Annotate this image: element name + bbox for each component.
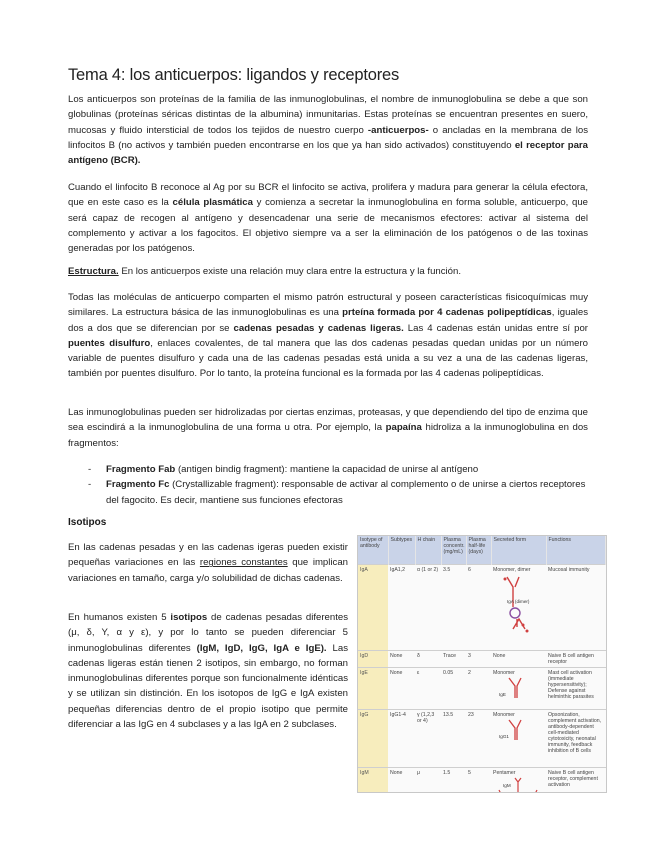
bold-run: el receptor para antígeno (BCR). — [68, 139, 588, 167]
table-cell: α (1 or 2) — [415, 565, 441, 651]
table-cell: 13.5 — [441, 710, 466, 768]
text-run: que implican variaciones en tamaño, carga y/o solubilidad de dichas cadenas. — [68, 557, 349, 584]
text-run: (antigen bindig fragment): mantiene la capacidad de unirse al antígeno — [175, 464, 479, 475]
text-run: Las cadenas ligeras están tienen 2 isotipos, sin embargo, no forman inmunoglobulinas diferentes porque son funcionalmente idénticas y se utilizan sin distinción. En los isotopos de IgG e IgA existen pequeñas diferencias dentro de el propio isotipo que permite diferenciar a las IgG en 4 subclases y a las IgA en 2 subclases. — [68, 642, 348, 731]
text-run: , enlaces covalentes, de tal manera que las dos cadenas pesadas quedan unidas por un número variable de puentes disulfuro y cada una de las cadenas pesadas está unida a su vez a una de las cadenas ligeras, también por puentes disulfuro. Por lo tanto, la proteína funcional es la formada por las 4 cadenas polipeptídicas. — [68, 337, 589, 380]
column-header: H chain — [415, 536, 441, 565]
iga-dimer-icon — [493, 573, 543, 635]
figure-label: IgE — [499, 692, 506, 697]
list-item — [88, 462, 588, 477]
text-run: Cuando el linfocito B reconoce al Ag por su BCR el linfocito se activa, prolifera y madura para generar la célula efectora, que en este caso es la — [68, 182, 588, 209]
table-cell: None — [388, 668, 415, 710]
bold-run: papaína — [385, 422, 422, 434]
table-cell: None — [388, 651, 415, 668]
text-run: de cadenas pesadas diferentes (μ, δ, Υ, α y ε), y por lo tanto se pueden diferenciar 5 inmunoglobulinas diferentes — [68, 612, 348, 654]
hydrolysis-paragraph — [68, 405, 588, 451]
table-cell: Opsonization, complement activation, antibody-dependent cell-mediated cytotoxicity, neonatal immunity, feedback inhibition of B cells — [546, 710, 606, 768]
bullet-dash: - — [88, 479, 92, 491]
table-cell: IgG — [358, 710, 388, 768]
structure-label: Estructura. — [68, 266, 119, 277]
table-cell: None — [388, 768, 415, 794]
table-cell: δ — [415, 651, 441, 668]
table-cell: ε — [415, 668, 441, 710]
table-cell: 23 — [466, 710, 491, 768]
secreted-form: Monomer — [493, 712, 515, 718]
table-row — [358, 651, 606, 668]
figure-label: IgG1 — [499, 734, 509, 739]
bold-run: Fragmento Fc — [106, 479, 170, 491]
text-run: En humanos existen 5 — [68, 612, 171, 623]
table-cell: Trace — [441, 651, 466, 668]
bold-run: cadenas pesadas y cadenas ligeras. — [233, 322, 404, 334]
table-cell: IgA1,2 — [388, 565, 415, 651]
page-title: Tema 4: los anticuerpos: ligandos y receptores — [68, 66, 400, 84]
table-cell: IgE — [358, 668, 388, 710]
table-cell — [491, 710, 546, 768]
table-cell: IgA — [358, 565, 388, 651]
text-run: En los anticuerpos existe una relación muy clara entre la estructura y la función. — [118, 266, 462, 277]
bold-run: isotipos — [170, 612, 208, 623]
bold-run: célula plasmática — [172, 197, 253, 209]
secreted-form: Monomer — [493, 670, 515, 676]
table-cell: IgD — [358, 651, 388, 668]
table-cell: 0.05 — [441, 668, 466, 710]
bold-run: (IgM, IgD, IgG, IgA e IgE). — [196, 642, 327, 654]
table-cell: Naive B cell antigen receptor, complement activation — [546, 768, 606, 794]
bold-run: -anticuerpos- — [367, 124, 429, 136]
table-row — [358, 565, 606, 651]
table-row — [358, 768, 606, 794]
table-cell: 3 — [466, 651, 491, 668]
isotipos-paragraph-1 — [68, 540, 348, 586]
underlined-run: regiones constantes — [199, 557, 288, 569]
text-run: hidroliza a la inmunoglobulina en dos fragmentos: — [68, 422, 588, 449]
column-header: Isotype of antibody — [358, 536, 388, 565]
figure-label: IgA (dimer) — [507, 599, 530, 604]
column-header: Plasma concentr. (mg/mL) — [441, 536, 466, 565]
table-cell — [491, 668, 546, 710]
fragment-list — [88, 462, 588, 508]
bold-run: Fragmento Fab — [106, 464, 176, 475]
column-header: Functions — [546, 536, 606, 565]
column-header: Subtypes — [388, 536, 415, 565]
chains-paragraph — [68, 290, 588, 382]
text-run: Las 4 cadenas están unidas entre sí por — [403, 322, 588, 334]
table-cell: 3.5 — [441, 565, 466, 651]
table-cell: 6 — [466, 565, 491, 651]
column-header: Secreted form — [491, 536, 546, 565]
figure-label: IgM — [503, 783, 511, 788]
isotype-table-figure — [357, 535, 607, 793]
igm-pentamer-icon — [493, 776, 543, 793]
text-run: , iguales dos a dos que se diferencian por se — [68, 307, 589, 334]
column-header: Plasma half-life (days) — [466, 536, 491, 565]
table-cell — [491, 565, 546, 651]
table-row — [358, 668, 606, 710]
bold-run: prteína formada por 4 cadenas polipeptídicas — [342, 307, 552, 319]
secreted-form: Monomer, dimer — [493, 567, 531, 573]
intro-paragraph — [68, 92, 588, 168]
isotype-table — [358, 536, 606, 793]
ige-monomer-icon — [493, 676, 543, 706]
table-cell: 2 — [466, 668, 491, 710]
table-cell: Mucosal immunity — [546, 565, 606, 651]
table-cell: μ — [415, 768, 441, 794]
table-cell: Mast cell activation (immediate hypersensitivity); Defense against helminthic parasites — [546, 668, 606, 710]
text-run: En las cadenas pesadas y en las cadenas igeras pueden existir pequeñas variaciones en las — [68, 542, 348, 569]
isotipos-paragraph-2 — [68, 610, 348, 732]
isotipos-heading: Isotipos — [68, 517, 107, 528]
table-cell: 1.5 — [441, 768, 466, 794]
activation-paragraph — [68, 180, 588, 256]
table-cell: Naive B cell antigen receptor — [546, 651, 606, 668]
table-cell: γ (1,2,3 or 4) — [415, 710, 441, 768]
text-run: Todas las moléculas de anticuerpo comparten el mismo patrón estructural y poseen características fisicoquímicas muy similares. La estructura básica de las inmunoglobulinas es una — [68, 292, 588, 319]
bold-run: puentes disulfuro — [68, 337, 151, 349]
table-cell: IgM — [358, 768, 388, 794]
text-run: o ancladas en la membrana de los linfocitos B (no activos y también pueden encontrarse en los que ya han sido activados) constituyendo — [68, 124, 589, 151]
text-run: (Crystallizable fragment): responsable de activar al complemento o de unirse a ciertos receptores del fagocito. Es decir, mantiene sus funciones efectoras — [106, 479, 586, 506]
table-cell: 5 — [466, 768, 491, 794]
bullet-dash: - — [88, 464, 92, 475]
list-item — [88, 477, 588, 508]
secreted-form: Pentamer — [493, 770, 516, 776]
igg-monomer-icon — [493, 718, 543, 748]
structure-paragraph — [68, 264, 588, 279]
text-run: Los anticuerpos son proteínas de la familia de las inmunoglobulinas, el nombre de inmunoglobulina se debe a que son globulinas (proteínas séricas distintas de la albumina) inmunitarias. Estas proteínas se encuentran presentes en suero, mucosas y fluido intersticial de todos los tejidos de nuestro cuerpo — [68, 94, 588, 136]
table-row — [358, 710, 606, 768]
text-run: y comienza a secretar la inmunoglobulina en forma soluble, anticuerpo, que será capaz de recogen al antígeno y desencadenar una serie de mecanismos efectores: activar al sistema del complemento y activar a los fagocitos. El objetivo siempre va a ser la eliminación de los patógenos o de las toxinas generadas por los patógenos. — [68, 197, 588, 255]
table-header-row — [358, 536, 606, 565]
table-cell — [491, 768, 546, 794]
text-run: Las inmunoglobulinas pueden ser hidrolizadas por ciertas enzimas, proteasas, y que dependiendo del tipo de enzima que sea escindirá a la inmunoglobulina de una forma u otra. Por ejemplo, la — [68, 407, 588, 434]
table-cell: IgG1-4 — [388, 710, 415, 768]
table-cell: None — [491, 651, 546, 668]
